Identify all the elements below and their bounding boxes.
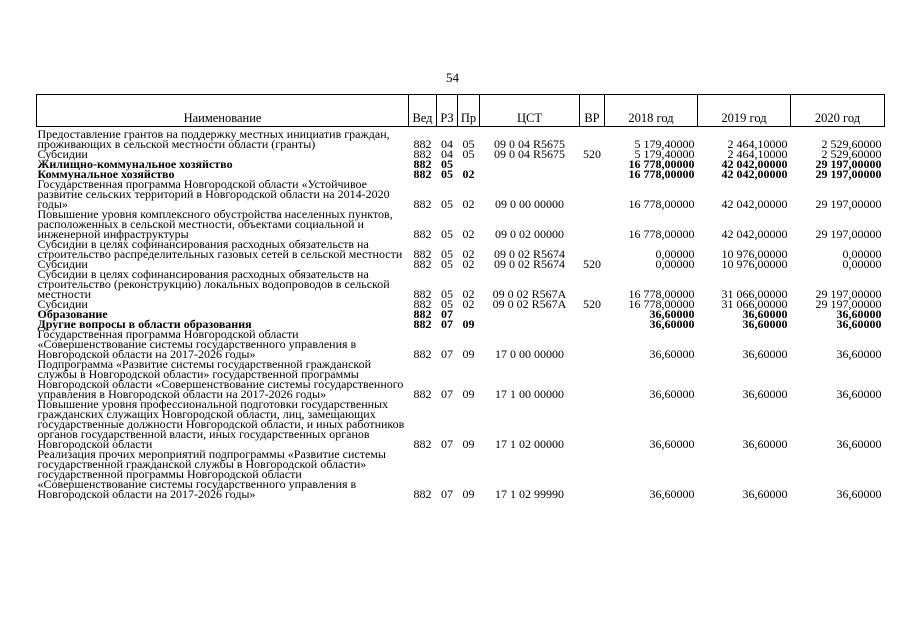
header-name: Наименование bbox=[37, 95, 409, 127]
page-number: 54 bbox=[446, 70, 459, 85]
row-2020: 0,00000 bbox=[842, 257, 882, 271]
row-rz: 05 bbox=[441, 197, 453, 211]
row-vr bbox=[580, 179, 605, 209]
row-cst: 09 0 00 00000 bbox=[495, 197, 564, 211]
row-2018: 36,60000 bbox=[649, 437, 695, 451]
row-2020: 29 197,00000 bbox=[815, 197, 882, 211]
row-vr: 520 bbox=[583, 297, 601, 311]
header-2018: 2018 год bbox=[605, 95, 698, 127]
row-name: Реализация прочих мероприятий подпрограммы «Развитие системы государственной гражданской службы в Новгородской области» государственной программы Новгородской области «Совершенствование системы государственного управления в Новгородской области на 2017-2026 годы» bbox=[37, 447, 386, 501]
row-2020: 29 197,00000 bbox=[815, 297, 882, 311]
row-2018: 36,60000 bbox=[649, 347, 695, 361]
row-pr: 02 bbox=[462, 287, 475, 301]
row-pr: 05 bbox=[462, 147, 475, 161]
row-rz: 07 bbox=[441, 317, 453, 331]
row-rz: 07 bbox=[441, 437, 453, 451]
row-rz: 05 bbox=[441, 227, 453, 241]
row-name: Субсидии в целях софинансирования расходных обязательств на строительство (реконструкцию) локальных водопроводов в сельской местности bbox=[37, 267, 390, 301]
header-pr: Пр bbox=[458, 95, 480, 127]
row-2020: 36,60000 bbox=[836, 487, 882, 501]
row-2019: 36,60000 bbox=[742, 307, 788, 321]
row-2019: 36,60000 bbox=[742, 487, 788, 501]
row-name: Жилищно-коммунальное хозяйство bbox=[37, 157, 233, 171]
row-ved: 882 bbox=[413, 487, 432, 501]
row-2018: 36,60000 bbox=[649, 307, 695, 321]
row-rz: 05 bbox=[441, 157, 453, 171]
row-2019: 36,60000 bbox=[742, 437, 788, 451]
row-2020: 36,60000 bbox=[836, 307, 882, 321]
row-pr: 02 bbox=[462, 297, 475, 311]
row-rz: 05 bbox=[441, 297, 453, 311]
row-2019: 10 976,00000 bbox=[721, 257, 788, 271]
row-cst: 17 1 02 99990 bbox=[495, 487, 564, 501]
row-2019: 42 042,00000 bbox=[721, 157, 788, 171]
row-2019: 31 066,00000 bbox=[721, 287, 788, 301]
row-ved: 882 bbox=[413, 347, 432, 361]
row-vr bbox=[580, 399, 605, 449]
row-rz: 07 bbox=[441, 487, 453, 501]
row-vr bbox=[580, 359, 605, 399]
row-ved: 882 bbox=[413, 317, 432, 331]
row-pr: 02 bbox=[462, 227, 475, 241]
row-cst: 17 1 00 00000 bbox=[495, 387, 564, 401]
row-name: Подпрограмма «Развитие системы государственной гражданской службы в Новгородской области» государственной программы Новгородской области «Совершенствование системы государственного управления в Новгородской области на 2017-2026 годы» bbox=[37, 357, 404, 401]
row-2020: 0,00000 bbox=[842, 247, 882, 261]
row-name: Субсидии bbox=[37, 257, 88, 271]
row-2020: 36,60000 bbox=[836, 347, 882, 361]
table-row bbox=[37, 209, 885, 239]
row-2019: 36,60000 bbox=[742, 387, 788, 401]
row-pr: 02 bbox=[462, 257, 475, 271]
header-2019: 2019 год bbox=[698, 95, 791, 127]
row-rz: 04 bbox=[441, 147, 453, 161]
row-pr: 02 bbox=[462, 247, 475, 261]
row-2020: 2 529,60000 bbox=[821, 147, 882, 161]
row-pr: 09 bbox=[462, 437, 475, 451]
row-2018: 16 778,00000 bbox=[628, 227, 695, 241]
row-2020: 29 197,00000 bbox=[815, 287, 882, 301]
row-2019: 31 066,00000 bbox=[721, 297, 788, 311]
row-ved: 882 bbox=[413, 387, 432, 401]
row-name: Субсидии в целях софинансирования расходных обязательств на строительство распределительных газовых сетей в сельской местности bbox=[37, 237, 403, 261]
row-name: Субсидии bbox=[37, 147, 88, 161]
row-vr bbox=[580, 329, 605, 359]
row-cst: 09 0 04 R5675 bbox=[493, 147, 565, 161]
row-2018: 16 778,00000 bbox=[628, 197, 695, 211]
row-pr: 09 bbox=[462, 387, 475, 401]
row-ved: 882 bbox=[413, 197, 432, 211]
row-rz: 05 bbox=[441, 257, 453, 271]
row-cst: 09 0 02 R5674 bbox=[493, 257, 565, 271]
row-cst bbox=[480, 319, 580, 329]
row-ved: 882 bbox=[413, 247, 432, 261]
header-rz: РЗ bbox=[437, 95, 458, 127]
row-2018: 16 778,00000 bbox=[628, 167, 695, 181]
row-2018: 5 179,40000 bbox=[634, 147, 695, 161]
table-row bbox=[37, 359, 885, 399]
row-ved: 882 bbox=[413, 137, 432, 151]
row-2020: 29 197,00000 bbox=[815, 227, 882, 241]
row-ved: 882 bbox=[413, 257, 432, 271]
row-pr: 09 bbox=[462, 347, 475, 361]
row-2020: 29 197,00000 bbox=[815, 167, 882, 181]
row-2018: 0,00000 bbox=[655, 247, 695, 261]
row-rz: 05 bbox=[441, 247, 453, 261]
row-cst: 17 0 00 00000 bbox=[495, 347, 564, 361]
row-ved: 882 bbox=[413, 287, 432, 301]
row-vr bbox=[580, 319, 605, 329]
row-2020: 29 197,00000 bbox=[815, 157, 882, 171]
table-row bbox=[37, 329, 885, 359]
table-header-row bbox=[37, 95, 885, 127]
table-row bbox=[37, 269, 885, 299]
row-2018: 5 179,40000 bbox=[634, 137, 695, 151]
row-rz: 07 bbox=[441, 347, 453, 361]
row-pr: 02 bbox=[462, 197, 475, 211]
row-2018: 0,00000 bbox=[655, 257, 695, 271]
header-2020: 2020 год bbox=[791, 95, 885, 127]
row-ved: 882 bbox=[413, 227, 432, 241]
row-rz: 05 bbox=[441, 287, 453, 301]
row-ved: 882 bbox=[413, 437, 432, 451]
row-ved: 882 bbox=[413, 147, 432, 161]
row-vr: 520 bbox=[583, 257, 601, 271]
table-row bbox=[37, 399, 885, 449]
row-2019: 36,60000 bbox=[742, 317, 788, 331]
row-2019: 2 464,10000 bbox=[727, 137, 788, 151]
row-2019: 42 042,00000 bbox=[721, 197, 788, 211]
row-pr: 09 bbox=[462, 317, 475, 331]
row-2018: 16 778,00000 bbox=[628, 297, 695, 311]
row-name: Другие вопросы в области образования bbox=[37, 317, 252, 331]
row-name: Государственная программа Новгородской области «Совершенствование системы государственного управления в Новгородской области на 2017-2026 годы» bbox=[37, 327, 357, 361]
row-rz: 05 bbox=[441, 167, 453, 181]
row-rz: 07 bbox=[441, 387, 453, 401]
row-rz: 07 bbox=[441, 307, 453, 321]
row-cst: 09 0 02 R567A bbox=[492, 297, 567, 311]
row-pr: 05 bbox=[462, 137, 475, 151]
row-ved: 882 bbox=[413, 167, 432, 181]
row-vr bbox=[580, 239, 605, 259]
row-name: Образование bbox=[37, 307, 108, 321]
table-row bbox=[37, 449, 885, 499]
row-rz: 04 bbox=[441, 137, 453, 151]
row-ved: 882 bbox=[413, 297, 432, 311]
header-ved: Вед bbox=[409, 95, 437, 127]
row-2019: 42 042,00000 bbox=[721, 167, 788, 181]
row-cst: 09 0 02 00000 bbox=[495, 227, 564, 241]
table-row bbox=[37, 239, 885, 259]
row-name: Предоставление грантов на поддержку местных инициатив граждан, проживающих в сельской местности области (гранты) bbox=[37, 127, 390, 151]
row-name: Государственная программа Новгородской области «Устойчивое развитие сельских территорий в Новгородской области на 2014-2020 годы» bbox=[37, 177, 390, 211]
header-cst: ЦСТ bbox=[480, 95, 580, 127]
row-2018: 16 778,00000 bbox=[628, 287, 695, 301]
row-name: Субсидии bbox=[37, 297, 88, 311]
row-2019: 2 464,10000 bbox=[727, 147, 788, 161]
table-row bbox=[37, 127, 885, 150]
row-name: Повышение уровня профессиональной подготовки государственных гражданских служащих Новгородской области, лиц, замещающих государственные должности Новгородской области, и иных работников органов государственной власти, иных государственных органов Новгородской области bbox=[37, 397, 405, 451]
row-vr bbox=[580, 449, 605, 499]
table-row bbox=[37, 179, 885, 209]
row-vr bbox=[580, 169, 605, 179]
row-2019: 42 042,00000 bbox=[721, 227, 788, 241]
row-pr: 02 bbox=[462, 167, 475, 181]
row-ved: 882 bbox=[413, 307, 432, 321]
row-cst bbox=[480, 169, 580, 179]
row-2018: 16 778,00000 bbox=[628, 157, 695, 171]
row-2018: 36,60000 bbox=[649, 387, 695, 401]
row-vr bbox=[580, 127, 605, 150]
row-ved: 882 bbox=[413, 157, 432, 171]
row-cst: 09 0 02 R5674 bbox=[493, 247, 565, 261]
row-cst: 17 1 02 00000 bbox=[495, 437, 564, 451]
row-name: Повышение уровня комплексного обустройства населенных пунктов, расположенных в сельской местности, объектами социальной и инженерной инфраструктуры bbox=[37, 207, 393, 241]
row-2018: 36,60000 bbox=[649, 487, 695, 501]
row-2020: 2 529,60000 bbox=[821, 137, 882, 151]
budget-table bbox=[36, 94, 885, 499]
row-vr: 520 bbox=[583, 147, 601, 161]
row-vr bbox=[580, 209, 605, 239]
row-vr bbox=[580, 269, 605, 299]
row-2018: 36,60000 bbox=[649, 317, 695, 331]
header-vr: ВР bbox=[580, 95, 605, 127]
row-2020: 36,60000 bbox=[836, 317, 882, 331]
row-pr: 09 bbox=[462, 487, 475, 501]
row-2019: 10 976,00000 bbox=[721, 247, 788, 261]
row-name: Коммунальное хозяйство bbox=[37, 167, 175, 181]
row-2020: 36,60000 bbox=[836, 437, 882, 451]
row-2020: 36,60000 bbox=[836, 387, 882, 401]
row-cst: 09 0 04 R5675 bbox=[493, 137, 565, 151]
row-2019: 36,60000 bbox=[742, 347, 788, 361]
row-cst: 09 0 02 R567A bbox=[492, 287, 567, 301]
